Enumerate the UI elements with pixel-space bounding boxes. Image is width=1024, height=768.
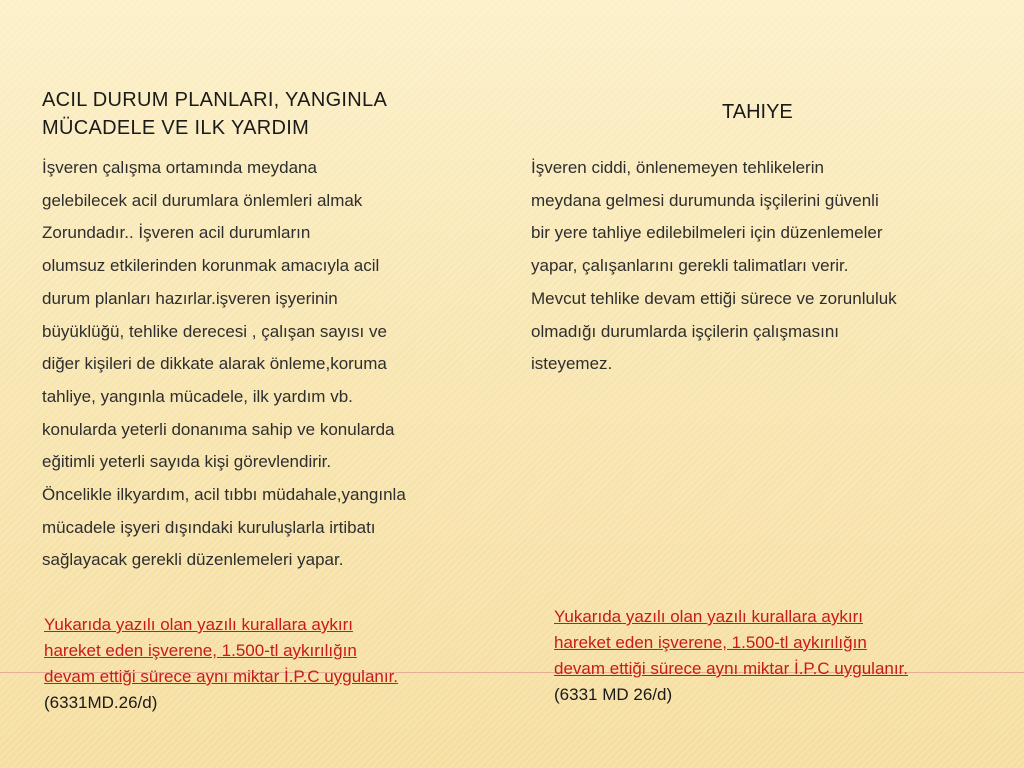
left-title-line: ACIL DURUM PLANLARI, YANGINLA [42,89,388,111]
left-penalty-note [44,612,514,716]
penalty-line: hareket eden işverene, 1.500-tl aykırılığın [44,641,357,660]
penalty-line: Yukarıda yazılı olan yazılı kurallara aykırı [554,607,863,626]
body-line: konularda yeterli donanıma sahip ve konularda [42,419,395,439]
body-line: tahliye, yangınla mücadele, ilk yardım vb. [42,386,353,406]
body-line: mücadele işyeri dışındaki kuruluşlarla irtibatı [42,517,376,537]
body-line: olumsuz etkilerinden korunmak amacıyla acil [42,256,380,276]
penalty-line: devam ettiği sürece aynı miktar İ.P.C uygulanır. [554,659,909,678]
body-line: isteyemez. [531,354,613,374]
body-line: meydana gelmesi durumunda işçilerini güvenli [531,190,879,210]
penalty-line: devam ettiği sürece aynı miktar İ.P.C uygulanır. [44,667,399,686]
body-line: durum planları hazırlar.işveren işyerinin [42,288,338,308]
right-penalty-note [554,604,1024,708]
body-line: Zorundadır.. İşveren acil durumların [42,223,311,243]
body-line: eğitimli yeterli sayıda kişi görevlendirir. [42,452,332,472]
body-line: diğer kişileri de dikkate alarak önleme,koruma [42,354,387,374]
body-line: bir yere tahliye edilebilmeleri için düzenlemeler [531,223,883,243]
body-line: sağlayacak gerekli düzenlemeleri yapar. [42,550,344,570]
body-line: İşveren çalışma ortamında meydana [42,158,317,177]
left-title-line: MÜCADELE VE ILK YARDIM [42,117,310,139]
body-line: gelebilecek acil durumlara önlemleri almak [42,190,363,210]
penalty-reference: (6331MD.26/d) [44,693,158,712]
body-line: İşveren ciddi, önlenemeyen tehlikelerin [531,158,824,177]
right-section-title: TAHIYE [722,101,793,123]
penalty-line: hareket eden işverene, 1.500-tl aykırılığın [554,633,867,652]
body-line: büyüklüğü, tehlike derecesi , çalışan sayısı ve [42,321,387,341]
body-line: Mevcut tehlike devam ettiği sürece ve zorunluluk [531,288,897,308]
body-line: olmadığı durumlarda işçilerin çalışmasını [531,321,840,341]
left-section-title [42,86,462,142]
body-line: yapar, çalışanlarını gerekli talimatları verir. [531,256,849,276]
left-body-text [42,152,512,577]
penalty-reference: (6331 MD 26/d) [554,685,673,704]
penalty-line: Yukarıda yazılı olan yazılı kurallara aykırı [44,615,353,634]
right-body-text [531,152,1011,381]
body-line: Öncelikle ilkyardım, acil tıbbı müdahale,yangınla [42,485,406,505]
